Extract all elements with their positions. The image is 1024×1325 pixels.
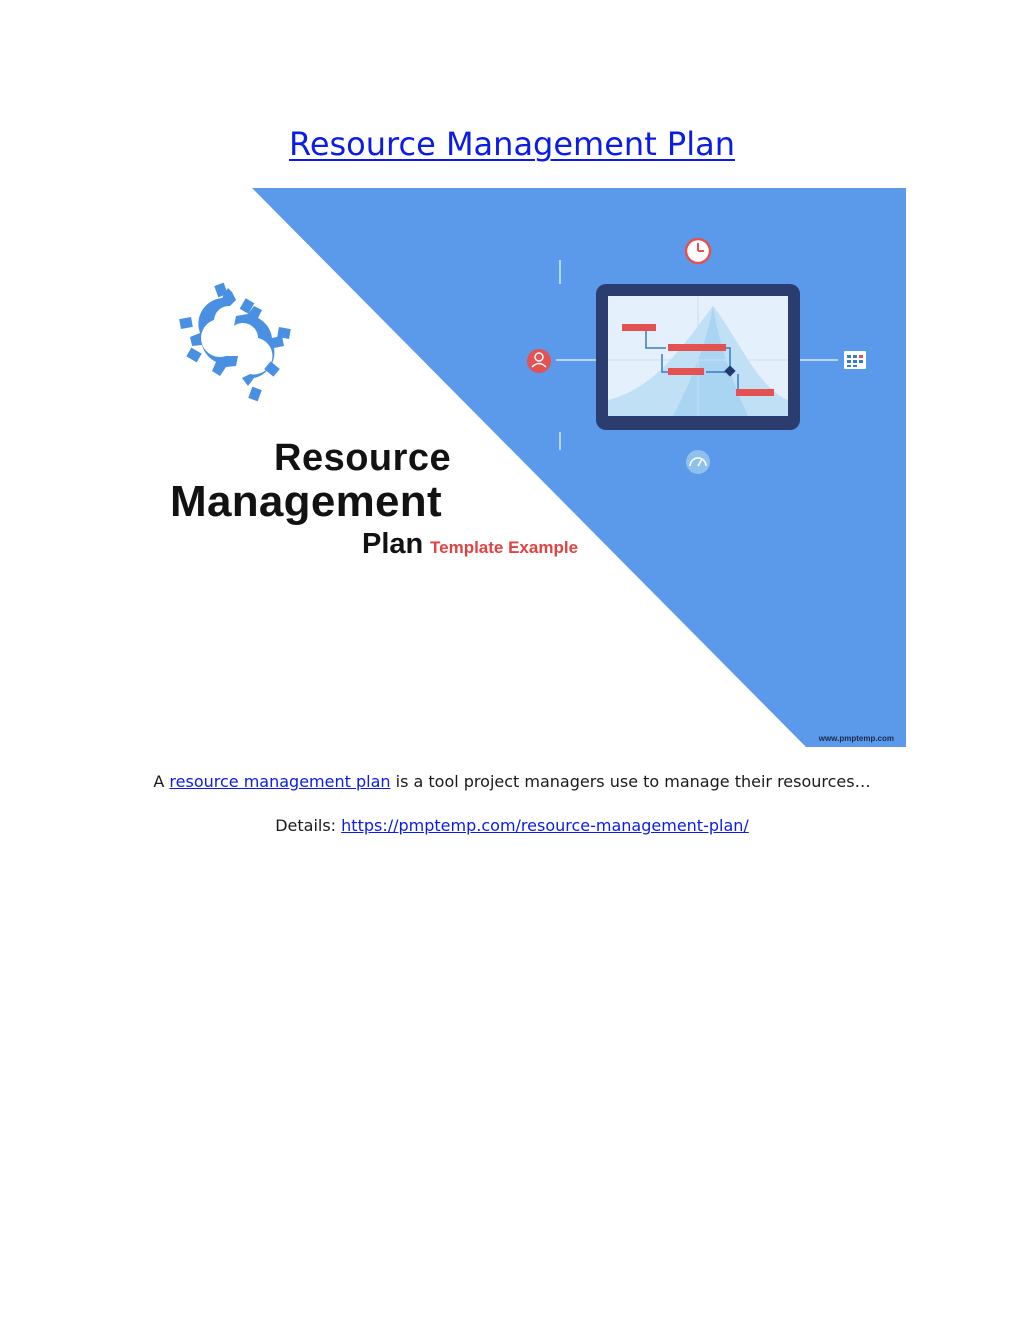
- resource-management-plan-link[interactable]: resource management plan: [169, 772, 391, 791]
- page-title: [0, 120, 1024, 168]
- speedometer-icon: [686, 450, 710, 474]
- details-label: Details:: [275, 816, 337, 835]
- details-paragraph: [0, 815, 1024, 837]
- description-suffix: is a tool project managers use to manage their resources…: [395, 772, 871, 791]
- gear-logo-icon: [179, 282, 291, 401]
- description-prefix: A: [153, 772, 165, 791]
- details-url-link[interactable]: https://pmptemp.com/resource-management-plan/: [341, 816, 749, 835]
- hero-watermark: www.pmptemp.com: [818, 734, 894, 743]
- monitor-icon: [596, 284, 800, 430]
- calendar-icon: [844, 351, 866, 369]
- hero-title-line-1: Resource: [274, 437, 452, 479]
- hero-image: [118, 188, 906, 747]
- clock-icon: [686, 239, 710, 263]
- hero-graphic: [118, 188, 906, 747]
- user-icon: [527, 349, 551, 373]
- hero-subtitle: Template Example: [430, 538, 579, 557]
- description-paragraph: [0, 771, 1024, 793]
- hero-title-line-2: Management: [170, 477, 442, 526]
- hero-title-line-3: Plan: [362, 528, 424, 560]
- page-title-link[interactable]: Resource Management Plan: [289, 125, 735, 163]
